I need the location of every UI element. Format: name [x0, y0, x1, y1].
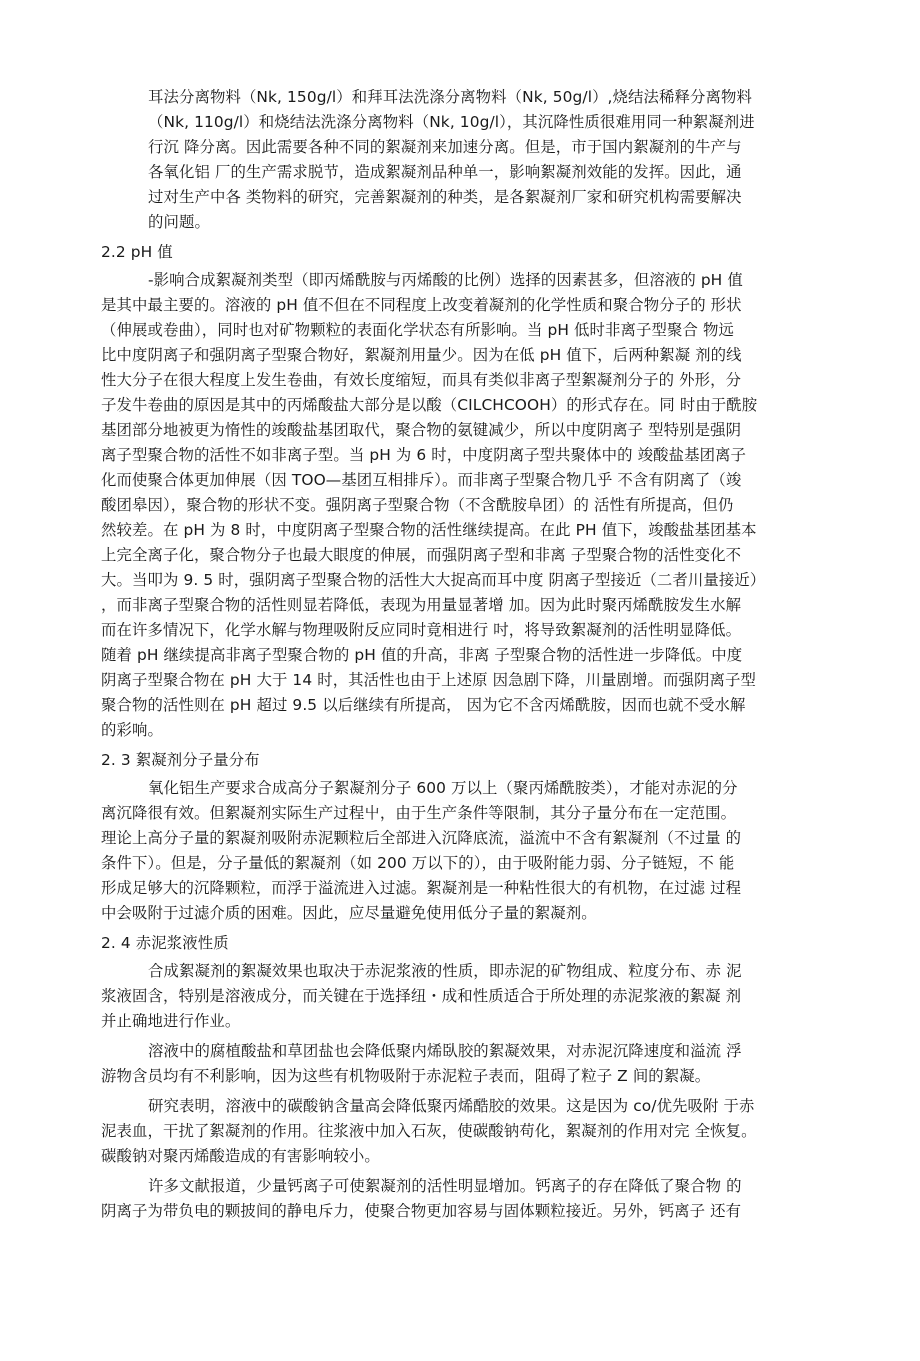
text-line: 许多文献报道，少量钙离子可使絮凝剂的活性明显增加。钙离子的存在降低了聚合物 的	[148, 1177, 742, 1195]
text-line: 过对生产中各 类物料的研究，完善絮凝剂的种类，是各絮凝剂厂家和研究机构需要解决	[148, 188, 742, 206]
section-heading: 2. 3 絮凝剂分子量分布	[101, 751, 260, 769]
text-line: 聚合物的活性则在 pH 超过 9.5 以后继续有所提高， 因为它不含丙烯酰胺，因而也就不受水解	[101, 696, 746, 714]
text-line: 泥表血，干扰了絮凝剂的作用。往浆液中加入石灰，使碳酸钠苟化，絮凝剂的作用对完 全恢复。	[101, 1122, 757, 1140]
text-line: 中会吸附于过滤介质的困难。因此，应尽量避免使用低分子量的絮凝剂。	[101, 904, 597, 922]
text-line: 基团部分地被更为惰性的竣酸盐基团取代，聚合物的氨键减少，所以中度阴离子 型特别是强阴	[101, 421, 742, 439]
text-line: 耳法分离物料（Nk, 150g/l）和拜耳法洗涤分离物料（Nk, 50g/l）,烧结法稀释分离物料	[148, 88, 752, 106]
text-line: ，而非离子型聚合物的活性则显若降低，表现为用量显著增 加。因为此时聚丙烯酰胺发生水解	[101, 596, 742, 614]
text-line: 随着 pH 继续提高非离子型聚合物的 pH 值的升高，非离 子型聚合物的活性进一步降低。中度	[101, 646, 743, 664]
text-line: 性大分子在很大程度上发生卷曲，有效长度缩短，而具有类似非离子型絮凝剂分子的 外形，分	[101, 371, 742, 389]
section-heading: 2. 4 赤泥浆液性质	[101, 934, 229, 952]
text-line: 阴离子为带负电的颗披间的静电斥力，使聚合物更加容易与固体颗粒接近。另外，钙离子 还有	[101, 1202, 742, 1220]
text-line: 酸团皋因），聚合物的形状不变。强阴离子型聚合物（不含酰胺阜团）的 活性有所提高，但仍	[101, 496, 734, 514]
section-heading: 2.2 pH 值	[101, 243, 173, 261]
text-line: 是其中最主要的。溶液的 pH 值不但在不同程度上改变着凝剂的化学性质和聚合物分子的 形状	[101, 296, 742, 314]
text-line: 子发牛卷曲的原因是其中的丙烯酸盐大部分是以酸（CILCHCOOH）的形式存在。同 时由于酰胺	[101, 396, 758, 414]
text-line: 理论上高分子量的絮凝剂吸附赤泥颗粒后全部进入沉降底流，溢流中不含有絮凝剂（不过量 的	[101, 829, 742, 847]
text-line: 离沉降很有效。但絮凝剂实际生产过程屮，由于生产条件等限制，其分子量分布在一定范围。	[101, 804, 737, 822]
text-line: 离子型聚合物的活性不如非离子型。当 pH 为 6 时，中度阴离子型共聚体中的 竣酸盐基团离子	[101, 446, 747, 464]
text-line: 的问题。	[148, 213, 210, 231]
text-line: 各氧化铝 厂的生产需求脱节，造成絮凝剂品种单一，影响絮凝剂效能的发挥。因此，通	[148, 163, 742, 181]
text-line: 然较差。在 pH 为 8 时，中度阴离子型聚合物的活性继续提高。在此 PH 值下，竣酸盐基团基本	[101, 521, 757, 539]
text-line: 化而使聚合体更加伸展（因 TOO—基团互相排斥）。而非离子型聚合物几乎 不含有阴离了（竣	[101, 471, 742, 489]
text-line: （Nk, 110g/l）和烧结法洗涤分离物料（Nk, 10g/l），其沉降性质很难用同一种絮凝剂进	[148, 113, 755, 131]
text-line: 游物含员均有不利影响，因为这些有机物吸附于赤泥粒子表而，阻碍了粒子 Z 间的絮凝。	[101, 1067, 711, 1085]
text-line: 形成足够大的沉降颗粒，而浮于溢流进入过滤。絮凝剂是一种粘性很大的有机物，在过滤 过程	[101, 879, 742, 897]
text-line: 大。当叩为 9. 5 时，强阴离子型聚合物的活性大大捉高而耳中度 阴离子型接近（二者川量接近）	[101, 571, 766, 589]
text-line: 而在许多情况下，化学水解与物理吸附反应同时竟相进行 吋，将导致絮凝剂的活性明显降低。	[101, 621, 742, 639]
text-line: 并止确地进行作业。	[101, 1012, 241, 1030]
text-line: 的彩响。	[101, 721, 163, 739]
text-line: 上完全离子化，聚合物分子也最大眼度的伸展，而强阴离子型和非离 子型聚合物的活性变化不	[101, 546, 742, 564]
text-line: 阴离子型聚合物在 pH 大于 14 时，其活性也由于上述原 因急剧下降，川量剧增。而强阴离子型	[101, 671, 756, 689]
text-line: 溶液中的腐植酸盐和草团盐也会降低聚内烯臥胶的絮凝效果，对赤泥沉降速度和溢流 浮	[148, 1042, 742, 1060]
text-line: 行沉 降分离。因此需要各种不同的絮凝剂来加速分离。但是，市于国内絮凝剂的牛产与	[148, 138, 742, 156]
text-line: 合成絮凝剂的絮凝效果也取决于赤泥浆液的性质，即赤泥的矿物组成、粒度分布、赤 泥	[148, 962, 742, 980]
text-line: 氧化铝生产要求合成高分子絮凝剂分子 600 万以上（聚丙烯酰胺类），才能对赤泥的分	[148, 779, 738, 797]
text-line: （伸展或卷曲），同时也对矿物颗粒的表面化学状态有所影响。当 pH 低时非离子型聚合 物远	[101, 321, 734, 339]
text-line: 比中度阴离子和强阴离子型聚合物好，絮凝剂用量少。因为在低 pH 值下，后两种絮凝 剂的线	[101, 346, 742, 364]
text-line: 碳酸钠对聚丙烯酸造成的有害影响较小。	[101, 1147, 380, 1165]
text-line: -影响合成絮凝剂类型（即丙烯酰胺与丙烯酸的比例）选择的因素甚多，但溶液的 pH 值	[148, 271, 743, 289]
text-line: 浆液固含，特别是溶液成分，而关键在于选择纽・成和性质适合于所处理的赤泥浆液的絮凝 剂	[101, 987, 742, 1005]
text-line: 条件下）。但是，分子量低的絮凝剂（如 200 万以下的），由于吸附能力弱、分子链短，不 能	[101, 854, 735, 872]
text-line: 研究表明，溶液中的碳酸钠含量高会降低聚丙烯酷胶的效果。这是因为 co/优先吸附 于赤	[148, 1097, 755, 1115]
